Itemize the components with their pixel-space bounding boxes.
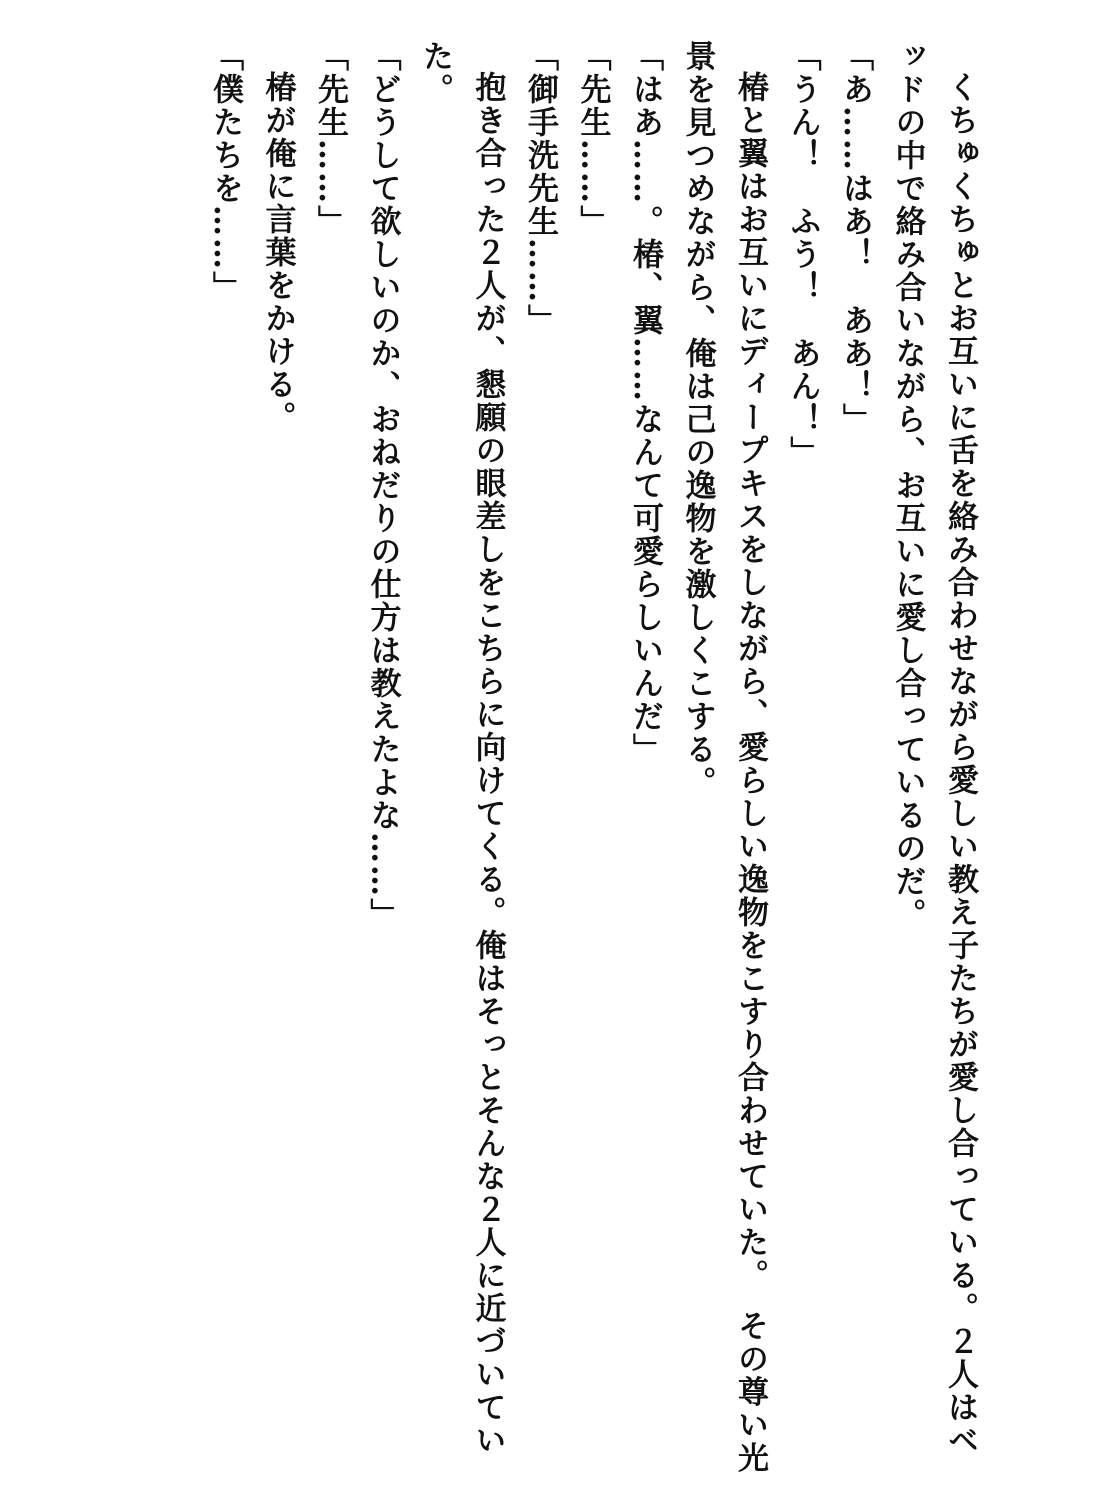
dialogue-line: 「あ……はあ！ ああ！」 [837,40,873,436]
dialogue-line: 「うん！ ふう！ あん！」 [784,40,821,469]
dialogue-line: 「僕たちを……」 [207,40,243,304]
dialogue-line: 「先生……」 [312,40,348,238]
narration-paragraph: くちゅくちゅとお互いに舌を絡み合わせながら愛しい教え子たちが愛し合っている。２人はベッドの中で絡み合いながら、お互いに愛し合っているのだ。 [889,40,978,1457]
narration-paragraph: 椿が俺に言葉をかける。 [259,71,296,434]
vertical-text-body [199,40,987,1480]
narration-paragraph: 抱き合った２人が、懇願の眼差しをこちらに向けてくる。俺はそっとそんな２人に近づいていた。 [417,40,506,1457]
narration-paragraph: 椿と翼はお互いにディープキスをしながら、愛らしい逸物をこすり合わせていた。 その尊い光景を見つめながら、俺は己の逸物を激しくこする。 [679,40,768,1475]
dialogue-line: 「御手洗先生……」 [522,40,558,337]
dialogue-line: 「はあ……。椿、翼……なんて可愛らしいんだ」 [627,40,663,766]
dialogue-line: 「どうして欲しいのか、おねだりの仕方は教えたよな……」 [364,40,401,931]
dialogue-line: 「先生……」 [574,40,611,238]
